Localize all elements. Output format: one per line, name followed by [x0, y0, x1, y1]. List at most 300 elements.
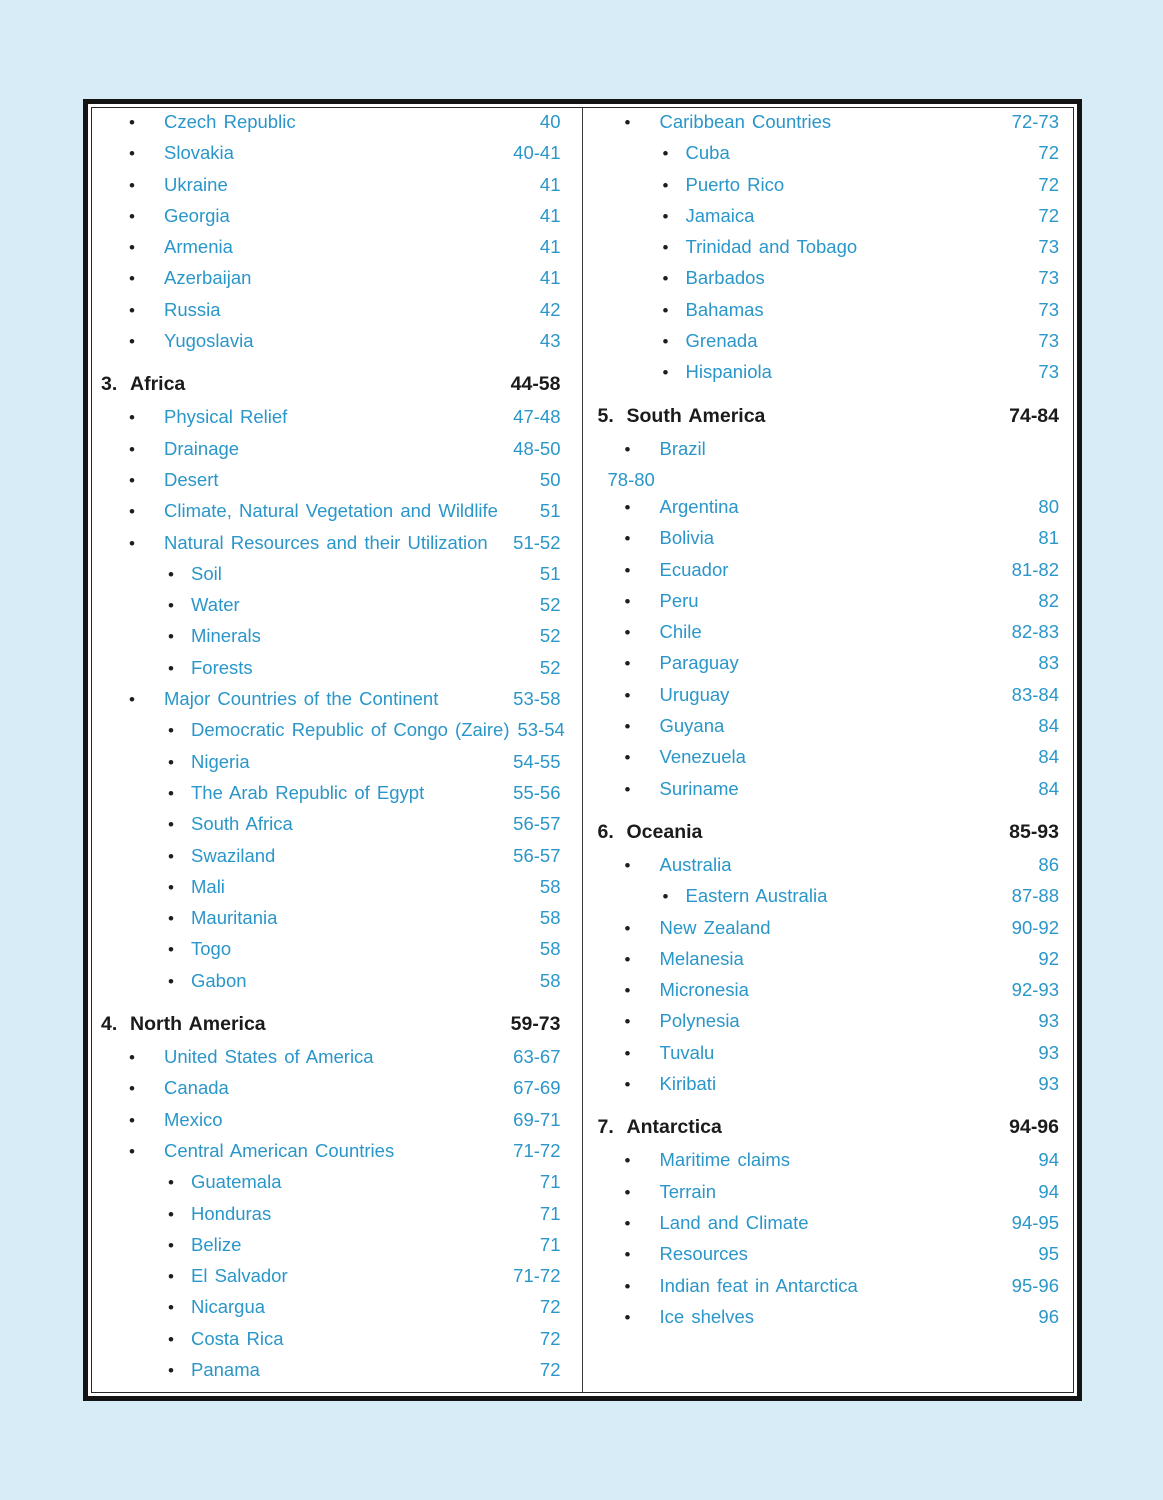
toc-entry-row [92, 594, 582, 625]
section-label: Antarctica [626, 1116, 722, 1139]
entry-label: Hispaniola [685, 361, 772, 383]
toc-entry-row [583, 330, 1074, 361]
entry-label: Brazil [659, 437, 706, 459]
bullet-icon: • [624, 1276, 631, 1296]
entry-label: Land and Climate [659, 1211, 809, 1233]
entry-left-group [583, 1149, 790, 1171]
entry-pages: 71 [539, 1202, 561, 1224]
entry-left-group [92, 719, 510, 741]
entry-left-group [583, 438, 706, 460]
entry-label: Costa Rica [191, 1327, 284, 1349]
toc-entry-row [583, 854, 1074, 885]
entry-left-group [583, 1010, 740, 1032]
section-number: 3. [101, 373, 118, 396]
toc-entry-row [92, 657, 582, 688]
entry-left-group [583, 1212, 809, 1234]
entry-pages: 80 [1038, 495, 1059, 517]
toc-entry-row [583, 267, 1074, 298]
entry-pages: 69-71 [513, 1108, 561, 1130]
entry-label: Grenada [685, 330, 758, 352]
entry-pages: 73 [1038, 267, 1059, 289]
entry-label: Democratic Republic of Congo (Zaire) [191, 719, 510, 741]
entry-left-group [92, 1171, 282, 1193]
bullet-icon: • [129, 470, 135, 490]
entry-pages: 43 [539, 330, 561, 352]
entry-label: Eastern Australia [685, 885, 828, 907]
toc-entry-row [92, 688, 582, 719]
entry-left-group [92, 688, 438, 710]
entry-pages: 51 [539, 500, 561, 522]
entry-pages: 90-92 [1011, 916, 1059, 938]
entry-pages: 40-41 [513, 142, 561, 164]
entry-left-group [583, 948, 744, 970]
bullet-icon: • [168, 1173, 174, 1193]
toc-entry-row [92, 406, 582, 437]
toc-entry-row [92, 1046, 582, 1077]
bullet-icon: • [168, 627, 174, 647]
entry-left-group [583, 236, 858, 258]
section-number: 4. [101, 1013, 118, 1036]
bullet-icon: • [129, 144, 135, 164]
toc-entry-row [583, 299, 1074, 330]
entry-left-group [92, 563, 222, 585]
toc-entry-row [583, 1212, 1074, 1243]
bullet-icon: • [624, 1182, 631, 1202]
entry-left-group [92, 782, 424, 804]
entry-pages: 53-54 [517, 719, 565, 741]
entry-left-group [92, 1140, 394, 1162]
entry-pages: 56-57 [513, 813, 561, 835]
entry-left-group [583, 527, 715, 549]
entry-label: Micronesia [659, 979, 749, 1001]
entry-left-group [583, 205, 755, 227]
toc-entry-row [92, 563, 582, 594]
bullet-icon: • [624, 1245, 631, 1265]
toc-entry-row [92, 1109, 582, 1140]
entry-left-group [92, 1265, 288, 1287]
bullet-icon: • [624, 439, 631, 459]
entry-label: Desert [164, 468, 219, 490]
entry-pages: 72 [1038, 204, 1059, 226]
entry-left-group [583, 590, 699, 612]
entry-label: Cuba [685, 142, 730, 164]
entry-label: Central American Countries [164, 1139, 395, 1161]
entry-label: Czech Republic [164, 111, 296, 132]
toc-entry-row [92, 845, 582, 876]
toc-entry-row [92, 876, 582, 907]
entry-left-group [92, 469, 219, 491]
bullet-icon: • [624, 949, 631, 969]
entry-label: Nigeria [191, 750, 250, 772]
entry-pages: 95 [1038, 1243, 1059, 1265]
entry-pages: 83 [1038, 652, 1059, 674]
bullet-icon: • [129, 1079, 135, 1099]
entry-pages: 71 [539, 1171, 561, 1193]
entry-left-group [583, 917, 771, 939]
entry-pages: 73 [1038, 330, 1059, 352]
bullet-icon: • [624, 1043, 631, 1063]
entry-label: Ukraine [164, 173, 228, 195]
bullet-icon: • [129, 113, 135, 132]
toc-entry-row [583, 778, 1074, 809]
entry-label: Chile [659, 621, 702, 643]
entry-pages: 83-84 [1011, 683, 1059, 705]
toc-entry-row [583, 684, 1074, 715]
entry-left-group [583, 174, 785, 196]
entry-label: Melanesia [659, 947, 744, 969]
entry-left-group [92, 751, 250, 773]
entry-label: Terrain [659, 1180, 717, 1202]
entry-pages: 41 [539, 204, 561, 226]
bullet-icon: • [129, 502, 135, 522]
entry-left-group [583, 1073, 717, 1095]
entry-label: Kiribati [659, 1073, 717, 1095]
entry-pages: 94-95 [1011, 1211, 1059, 1233]
entry-pages: 52 [539, 594, 561, 616]
bullet-icon: • [624, 654, 631, 674]
entry-left-group [92, 111, 296, 133]
bullet-icon: • [129, 300, 135, 320]
toc-entry-row [92, 1359, 582, 1390]
entry-pages: 84 [1038, 715, 1059, 737]
bullet-icon: • [624, 779, 631, 799]
entry-left-group [92, 330, 253, 352]
entry-left-group [583, 821, 703, 844]
toc-entry-row [583, 715, 1074, 746]
bullet-icon: • [129, 332, 135, 352]
entry-left-group [92, 438, 239, 460]
entry-pages: 71 [539, 1233, 561, 1255]
toc-entry-row [583, 948, 1074, 979]
section-label: North America [130, 1013, 266, 1036]
toc-entry-row [583, 205, 1074, 236]
bullet-icon: • [168, 877, 174, 897]
entry-left-group [583, 1181, 717, 1203]
toc-entry-row [92, 1077, 582, 1108]
bullet-icon: • [168, 1329, 174, 1349]
entry-pages: 58 [539, 938, 561, 960]
entry-pages: 93 [1038, 1041, 1059, 1063]
entry-pages: 87-88 [1011, 885, 1059, 907]
entry-left-group [92, 1109, 223, 1131]
toc-column-left [92, 108, 583, 1392]
entry-label: Resources [659, 1243, 748, 1265]
entry-left-group [92, 657, 253, 679]
entry-pages: 72-73 [1011, 111, 1059, 132]
bullet-icon: • [662, 363, 669, 383]
entry-left-group [92, 938, 231, 960]
toc-entry-row [583, 1042, 1074, 1073]
bullet-icon: • [624, 623, 631, 643]
toc-entry-row [583, 361, 1074, 392]
toc-entry-row [92, 330, 582, 361]
toc-entry-row [583, 1243, 1074, 1274]
entry-left-group [92, 500, 498, 522]
entry-pages: 81 [1038, 527, 1059, 549]
entry-label: Uruguay [659, 683, 730, 705]
entry-pages: 63-67 [513, 1046, 561, 1068]
entry-pages: 51-52 [513, 531, 561, 553]
bullet-icon: • [168, 1298, 174, 1318]
entry-label: Trinidad and Tobago [685, 236, 858, 258]
entry-left-group [583, 299, 764, 321]
entry-left-group [92, 299, 221, 321]
bullet-icon: • [129, 439, 135, 459]
toc-column-right [583, 108, 1074, 1392]
toc-entry-row [92, 782, 582, 813]
entry-label: New Zealand [659, 916, 771, 938]
toc-entry-row [92, 970, 582, 1001]
toc-section-row [92, 373, 582, 406]
toc-entry-row [92, 438, 582, 469]
bullet-icon: • [168, 564, 174, 584]
entry-pages: 72 [1038, 173, 1059, 195]
entry-left-group [92, 236, 233, 258]
entry-label: Georgia [164, 204, 230, 226]
entry-label: Bolivia [659, 527, 714, 549]
toc-entry-row [583, 111, 1074, 142]
toc-entry-row [583, 1073, 1074, 1104]
bullet-icon: • [168, 846, 174, 866]
toc-entry-row [583, 621, 1074, 652]
entry-left-group [583, 1042, 715, 1064]
entry-label: Soil [191, 562, 222, 584]
entry-pages: 58 [539, 969, 561, 991]
bullet-icon: • [624, 560, 631, 580]
entry-pages: 93 [1038, 1073, 1059, 1095]
entry-label: Water [191, 594, 240, 616]
toc-section-row [583, 821, 1074, 854]
toc-inner-border [91, 107, 1074, 1393]
entry-label: Suriname [659, 777, 739, 799]
toc-entry-row [92, 469, 582, 500]
entry-pages: 72 [1038, 142, 1059, 164]
entry-left-group [583, 715, 725, 737]
entry-label: El Salvador [191, 1265, 288, 1287]
entry-label: Maritime claims [659, 1149, 790, 1171]
entry-pages: 78-80 [607, 468, 655, 490]
entry-left-group [92, 594, 240, 616]
entry-label: Swaziland [191, 844, 276, 866]
toc-section-row [583, 405, 1074, 438]
entry-left-group [583, 1275, 858, 1297]
entry-label: Ecuador [659, 558, 729, 580]
entry-pages: 96 [1038, 1305, 1059, 1327]
entry-left-group [92, 876, 225, 898]
entry-label: Jamaica [685, 204, 755, 226]
entry-left-group [583, 684, 730, 706]
toc-entry-row [92, 1171, 582, 1202]
toc-entry-row [92, 142, 582, 173]
bullet-icon: • [168, 783, 174, 803]
bullet-icon: • [624, 529, 631, 549]
entry-pages: 94 [1038, 1180, 1059, 1202]
bullet-icon: • [129, 175, 135, 195]
bullet-icon: • [129, 690, 135, 710]
bullet-icon: • [129, 1141, 135, 1161]
entry-label: Australia [659, 853, 732, 875]
entry-pages: 41 [539, 236, 561, 258]
entry-left-group [92, 1328, 283, 1350]
toc-entry-row [92, 625, 582, 656]
entry-left-group [583, 1116, 722, 1139]
bullet-icon: • [129, 1048, 135, 1068]
entry-label: Bahamas [685, 298, 764, 320]
bullet-icon: • [129, 533, 135, 553]
bullet-icon: • [168, 940, 174, 960]
entry-label: Ice shelves [659, 1305, 755, 1327]
bullet-icon: • [662, 175, 669, 195]
entry-left-group [583, 469, 655, 491]
toc-entry-row [583, 652, 1074, 683]
entry-left-group [92, 813, 293, 835]
toc-entry-row [92, 532, 582, 563]
toc-entry-row [92, 205, 582, 236]
entry-label: Yugoslavia [164, 330, 254, 352]
bullet-icon: • [624, 1151, 631, 1171]
entry-pages: 41 [539, 173, 561, 195]
entry-pages: 53-58 [513, 688, 561, 710]
bullet-icon: • [129, 408, 135, 428]
bullet-icon: • [168, 971, 174, 991]
entry-label: Nicargua [191, 1296, 266, 1318]
toc-entry-row [92, 1203, 582, 1234]
entry-pages: 58 [539, 875, 561, 897]
entry-label: Caribbean Countries [659, 111, 832, 132]
entry-pages: 56-57 [513, 844, 561, 866]
toc-entry-row [92, 236, 582, 267]
section-label: South America [626, 404, 766, 427]
toc-entry-row [92, 719, 582, 750]
bullet-icon: • [129, 269, 135, 289]
section-label: Africa [130, 373, 186, 396]
bullet-icon: • [624, 855, 631, 875]
entry-pages: 84 [1038, 777, 1059, 799]
entry-pages: 93 [1038, 1010, 1059, 1032]
bullet-icon: • [624, 685, 631, 705]
toc-entry-row [92, 1234, 582, 1265]
toc-section-row [583, 1116, 1074, 1149]
section-label: Oceania [626, 820, 703, 843]
entry-pages: 52 [539, 656, 561, 678]
bullet-icon: • [168, 1360, 174, 1380]
entry-label: Minerals [191, 625, 261, 647]
entry-label: Belize [191, 1233, 242, 1255]
entry-left-group [92, 1013, 266, 1036]
section-number: 6. [597, 820, 614, 843]
toc-entry-row [92, 299, 582, 330]
bullet-icon: • [129, 206, 135, 226]
entry-left-group [92, 1077, 229, 1099]
entry-label: Polynesia [659, 1010, 740, 1032]
entry-label: Indian feat in Antarctica [659, 1274, 858, 1296]
toc-entry-pages-wrapped-row [583, 469, 1074, 496]
toc-entry-row [583, 496, 1074, 527]
bullet-icon: • [168, 658, 174, 678]
entry-label: Paraguay [659, 652, 739, 674]
entry-pages: 52 [539, 625, 561, 647]
entry-left-group [583, 111, 832, 133]
entry-label: Mali [191, 875, 225, 897]
entry-left-group [583, 142, 730, 164]
entry-left-group [92, 1046, 374, 1068]
entry-pages: 67-69 [513, 1077, 561, 1099]
entry-pages: 41 [539, 267, 561, 289]
bullet-icon: • [168, 596, 174, 616]
entry-pages: 58 [539, 907, 561, 929]
section-pages: 59-73 [510, 1013, 561, 1036]
entry-left-group [583, 1306, 755, 1328]
bullet-icon: • [662, 144, 669, 164]
entry-left-group [92, 373, 185, 396]
entry-pages: 73 [1038, 236, 1059, 258]
entry-label: Climate, Natural Vegetation and Wildlife [164, 500, 498, 522]
entry-pages: 71-72 [513, 1139, 561, 1161]
entry-label: Slovakia [164, 142, 234, 164]
entry-label: Azerbaijan [164, 267, 252, 289]
entry-left-group [583, 1243, 748, 1265]
toc-entry-row [583, 1149, 1074, 1180]
bullet-icon: • [168, 752, 174, 772]
toc-entry-row [583, 1275, 1074, 1306]
entry-pages: 40 [539, 111, 561, 132]
entry-pages: 84 [1038, 746, 1059, 768]
entry-pages: 71-72 [513, 1265, 561, 1287]
bullet-icon: • [624, 1075, 631, 1095]
entry-pages: 81-82 [1011, 558, 1059, 580]
toc-entry-row [92, 111, 582, 142]
entry-label: Puerto Rico [685, 173, 785, 195]
entry-left-group [92, 1359, 260, 1381]
entry-pages: 42 [539, 298, 561, 320]
entry-left-group [92, 142, 234, 164]
bullet-icon: • [662, 206, 669, 226]
bullet-icon: • [168, 909, 174, 929]
bullet-icon: • [624, 497, 631, 517]
entry-pages: 73 [1038, 298, 1059, 320]
entry-pages: 72 [539, 1358, 561, 1380]
toc-entry-row [92, 1296, 582, 1327]
bullet-icon: • [168, 1204, 174, 1224]
entry-left-group [92, 1234, 241, 1256]
entry-left-group [92, 1296, 265, 1318]
toc-entry-row [583, 142, 1074, 173]
entry-pages: 86 [1038, 853, 1059, 875]
entry-label: South Africa [191, 813, 293, 835]
entry-label: Natural Resources and their Utilization [164, 531, 488, 553]
entry-label: Honduras [191, 1202, 272, 1224]
entry-label: Guatemala [191, 1171, 282, 1193]
toc-entry-row [583, 917, 1074, 948]
entry-left-group [92, 907, 277, 929]
entry-left-group [583, 854, 732, 876]
toc-entry-row [92, 907, 582, 938]
entry-label: The Arab Republic of Egypt [191, 781, 425, 803]
toc-entry-row [583, 979, 1074, 1010]
entry-label: Venezuela [659, 746, 746, 768]
entry-pages: 82-83 [1011, 621, 1059, 643]
bullet-icon: • [662, 332, 669, 352]
entry-pages: 51 [539, 562, 561, 584]
entry-label: Mauritania [191, 907, 278, 929]
toc-entry-row [92, 500, 582, 531]
entry-left-group [583, 267, 765, 289]
toc-entry-row [92, 751, 582, 782]
bullet-icon: • [662, 887, 669, 907]
bullet-icon: • [624, 748, 631, 768]
entry-left-group [92, 205, 230, 227]
entry-left-group [583, 405, 766, 428]
